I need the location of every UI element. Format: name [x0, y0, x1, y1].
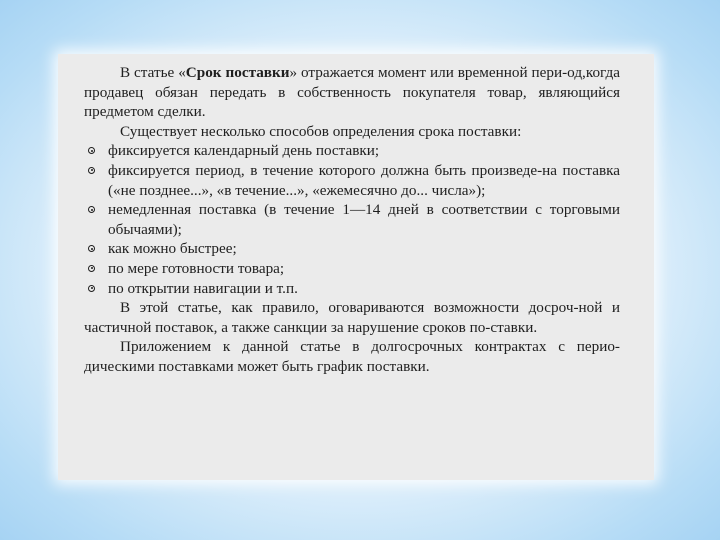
- text-content: [84, 63, 620, 377]
- list-item: [84, 259, 620, 279]
- bullet-icon: [88, 245, 95, 252]
- paragraph-schedule: Приложением к данной статье в долгосрочных контрактах с перио-дическими поставками может быть график поставки.: [84, 338, 620, 375]
- bullet-icon: [88, 265, 95, 272]
- list-item: [84, 161, 620, 200]
- bullet-icon: [88, 147, 95, 154]
- paragraph-term-definition: [84, 63, 620, 122]
- bullet-icon: [88, 285, 95, 292]
- list-item-text: по открытии навигации и т.п.: [108, 279, 298, 297]
- list-item-text: как можно быстрее;: [108, 240, 237, 258]
- paragraph-suffix: » отражается момент или временной пери-од,когда продавец обязан передать в собственность покупателя товар, являющийся предметом сделки.: [84, 64, 620, 121]
- term-bold: Срок поставки: [185, 64, 290, 81]
- bullet-icon: [88, 167, 95, 174]
- list-item: [84, 279, 620, 299]
- paragraph-prefix: В статье «: [120, 64, 186, 81]
- bullet-icon: [88, 206, 95, 213]
- methods-list: [84, 141, 620, 298]
- list-item: [84, 239, 620, 259]
- list-item-text: немедленная поставка (в течение 1—14 дней в соответствии с торговыми обычаями);: [108, 201, 620, 238]
- list-item: [84, 200, 620, 239]
- list-item: [84, 141, 620, 161]
- list-item-text: фиксируется период, в течение которого должна быть произведе-на поставка («не позднее...», «в течение...», «ежемесячно до... числа»);: [108, 161, 620, 199]
- list-item-text: фиксируется календарный день поставки;: [108, 142, 380, 160]
- paragraph-methods-intro: Существует несколько способов определения срока поставки:: [120, 122, 522, 140]
- paragraph-early-delivery: В этой статье, как правило, оговариваются возможности досроч-ной и частичной поставок, а также санкции за нарушение сроков по-ставки.: [84, 299, 620, 336]
- list-item-text: по мере готовности товара;: [108, 259, 285, 277]
